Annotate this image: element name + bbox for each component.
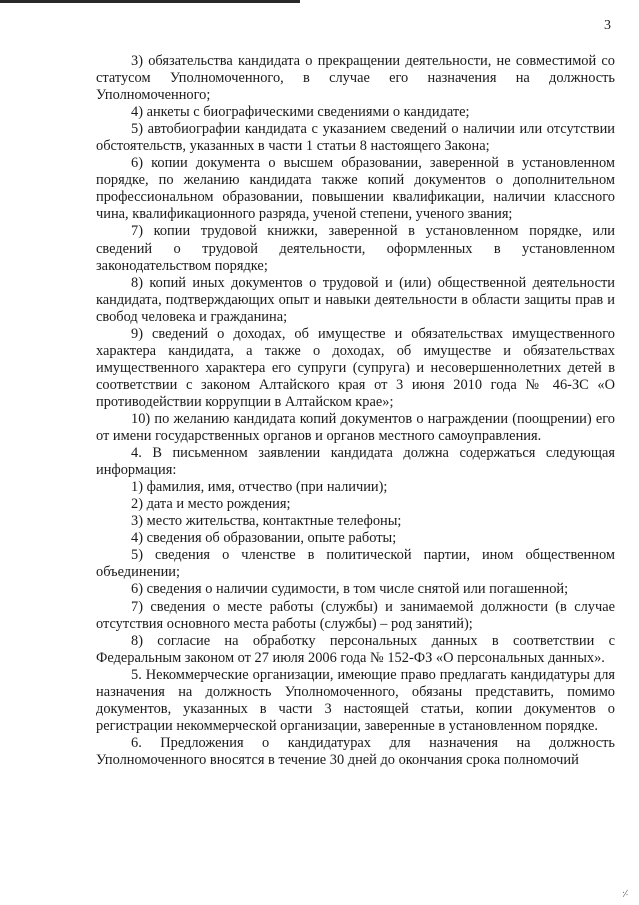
paragraph-part-4: 4. В письменном заявлении кандидата должна содержаться следующая информация:: [96, 445, 615, 479]
paragraph-part-6: 6. Предложения о кандидатурах для назначения на должность Уполномоченного вносятся в течение 30 дней до окончания срока полномочий: [96, 734, 615, 768]
paragraph-info-1: 1) фамилия, имя, отчество (при наличии);: [131, 479, 388, 496]
paragraph-item-10: 10) по желанию кандидата копий документов о награждении (поощрении) его от имени государственных органов и органов местного самоуправления.: [96, 410, 615, 445]
paragraph-info-5: 5) сведения о членстве в политической партии, ином общественном объединении;: [96, 547, 615, 581]
document-body: [96, 53, 615, 769]
paragraph-info-3: 3) место жительства, контактные телефоны;: [131, 513, 402, 530]
paragraph-item-7: 7) копии трудовой книжки, заверенной в установленном порядке, или сведений о трудовой деятельности, оформленных в установленном законодательством порядке;: [96, 223, 615, 274]
paragraph-part-5: 5. Некоммерческие организации, имеющие право предлагать кандидатуры для назначения на должность Уполномоченного, обязаны представить, помимо документов, указанных в части 3 настоящей статьи, копии документов о регистрации некоммерческой организации, заверенные в установленном порядке.: [96, 666, 615, 734]
paragraph-info-8: 8) согласие на обработку персональных данных в соответствии с Федеральным законом от 27 июля 2006 года № 152-ФЗ «О персональных данных».: [96, 632, 615, 666]
paragraph-item-4: 4) анкеты с биографическими сведениями о кандидате;: [131, 104, 470, 121]
page-number: 3: [604, 18, 611, 33]
paragraph-item-9: 9) сведений о доходах, об имуществе и обязательствах имущественного характера кандидата, а также о доходах, об имуществе и обязательствах имущественного характера его супруги (супруга) и несовершеннолетних детей в соответствии с законом Алтайского края от 3 июня 2010 года № 46-ЗС «О противодействии коррупции в Алтайском крае»;: [96, 325, 615, 410]
paragraph-info-6: 6) сведения о наличии судимости, в том числе снятой или погашенной;: [131, 581, 569, 598]
paragraph-item-3: 3) обязательства кандидата о прекращении деятельности, не совместимой со статусом Уполномоченного, в случае его назначения на должность Уполномоченного;: [96, 53, 615, 104]
paragraph-item-5: 5) автобиографии кандидата с указанием сведений о наличии или отсутствии обстоятельств, указанных в части 1 статьи 8 настоящего Закона;: [96, 121, 615, 155]
paragraph-item-6: 6) копии документа о высшем образовании, заверенной в установленном порядке, по желанию кандидата также копий документов о дополнительном профессиональном образовании, повышении квалификации, наличии классного чина, квалификационного разряда, ученой степени, ученого звания;: [96, 155, 615, 223]
scan-artifact-mark: ⸓: [622, 889, 629, 900]
paragraph-info-4: 4) сведения об образовании, опыте работы;: [131, 530, 397, 547]
scan-border-line: [0, 0, 300, 3]
paragraph-item-8: 8) копий иных документов о трудовой и (или) общественной деятельности кандидата, подтверждающих опыт и навыки деятельности в области защиты прав и свобод человека и гражданина;: [96, 274, 615, 325]
paragraph-info-7: 7) сведения о месте работы (службы) и занимаемой должности (в случае отсутствия основного места работы (службы) – род занятий);: [96, 598, 615, 632]
paragraph-info-2: 2) дата и место рождения;: [131, 496, 291, 513]
